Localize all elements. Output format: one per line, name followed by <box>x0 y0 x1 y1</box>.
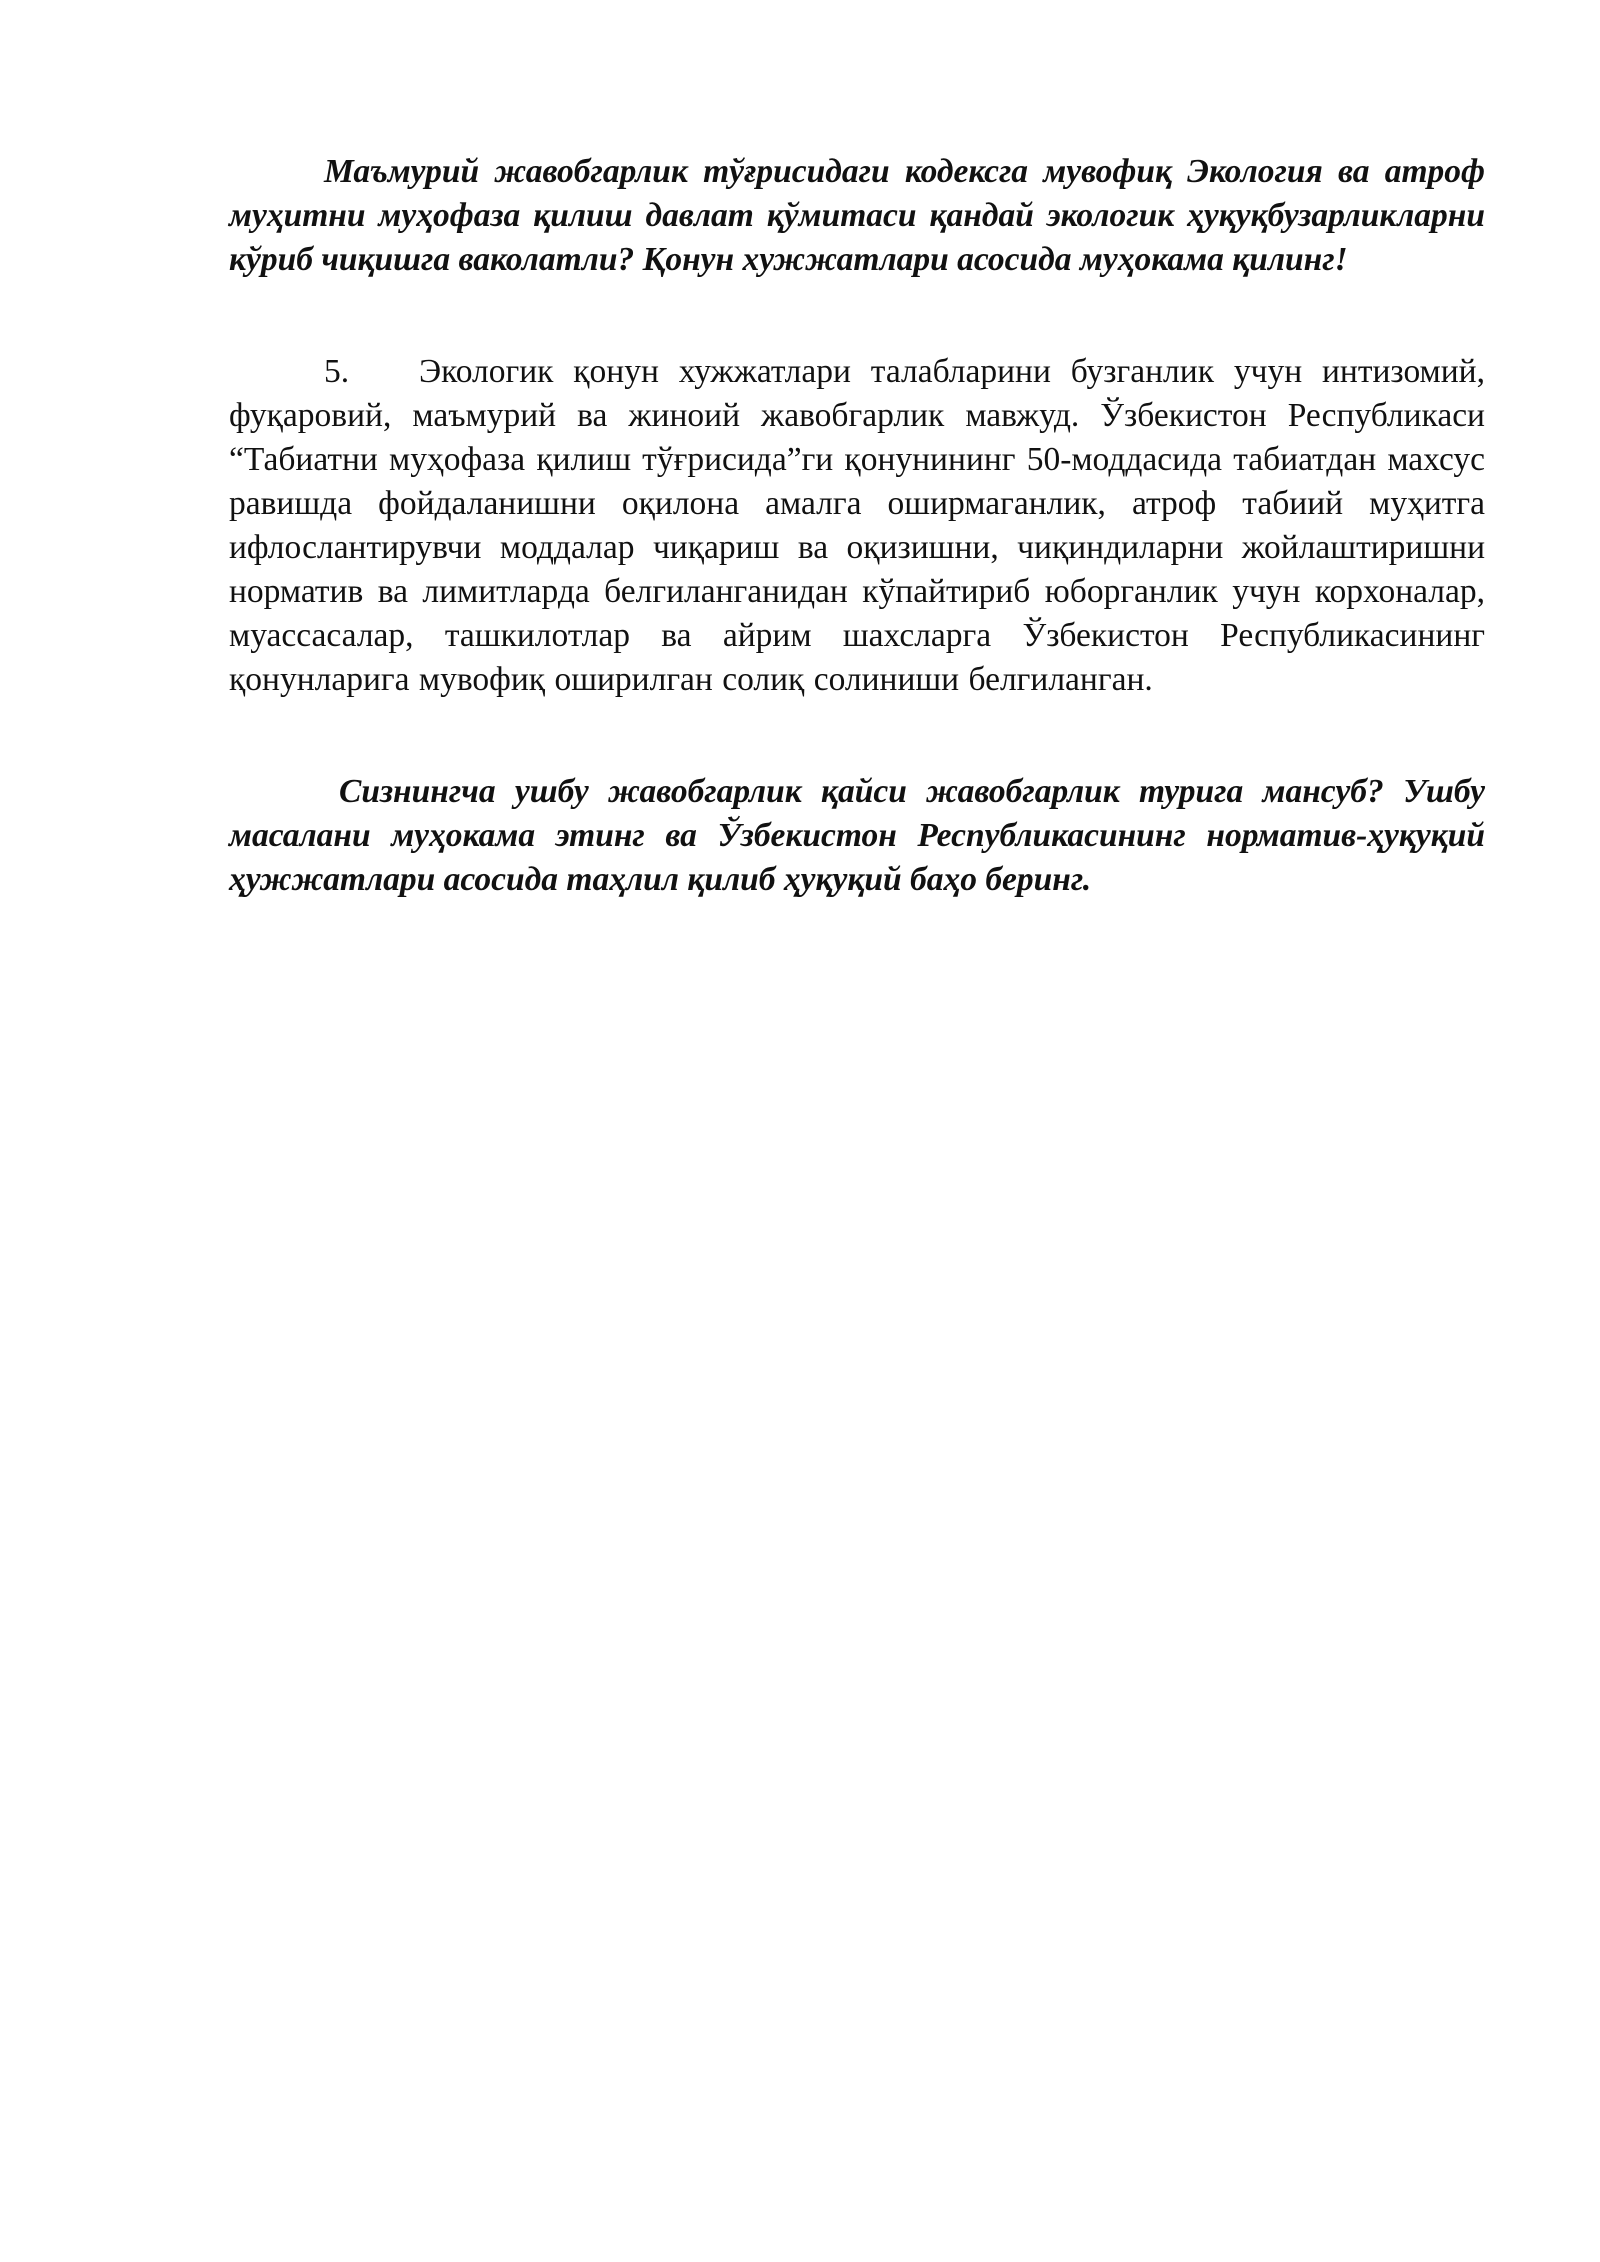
item-5-paragraph <box>229 350 1485 702</box>
question-2-paragraph: Сизнингча ушбу жавобгарлик қайси жавобгарлик турига мансуб? Ушбу масалани муҳокама этинг ва Ўзбекистон Республикасининг норматив-ҳуқуқий ҳужжатлари асосида таҳлил қилиб ҳуқуқий баҳо беринг. <box>229 773 1485 898</box>
item-5-text: Экологик қонун хужжатлари талабларини бузганлик учун интизомий, фуқаровий, маъмурий ва жиноий жавобгарлик мавжуд. Ўзбекистон Республикаси “Табиатни муҳофаза қилиш тўғрисида”ги қонунининг 50-моддасида табиатдан махсус равишда фойдаланишни оқилона амалга оширмаганлик, атроф табиий муҳитга ифлослантирувчи моддалар чиқариш ва оқизишни, чиқиндиларни жойлаштиришни норматив ва лимитларда белгиланганидан кўпайтириб юборганлик учун корхоналар, муассасалар, ташкилотлар ва айрим шахсларга Ўзбекистон Республикасининг қонунларига мувофиқ оширилган солиқ солиниши белгиланган. <box>229 353 1485 698</box>
question-1-paragraph: Маъмурий жавобгарлик тўғрисидаги кодексга мувофиқ Экология ва атроф муҳитни муҳофаза қилиш давлат қўмитаси қандай экологик ҳуқуқбузарликларни кўриб чиқишга ваколатли? Қонун хужжатлари асосида муҳокама қилинг! <box>229 153 1485 278</box>
document-body <box>229 150 1485 902</box>
item-number: 5. <box>324 353 350 390</box>
